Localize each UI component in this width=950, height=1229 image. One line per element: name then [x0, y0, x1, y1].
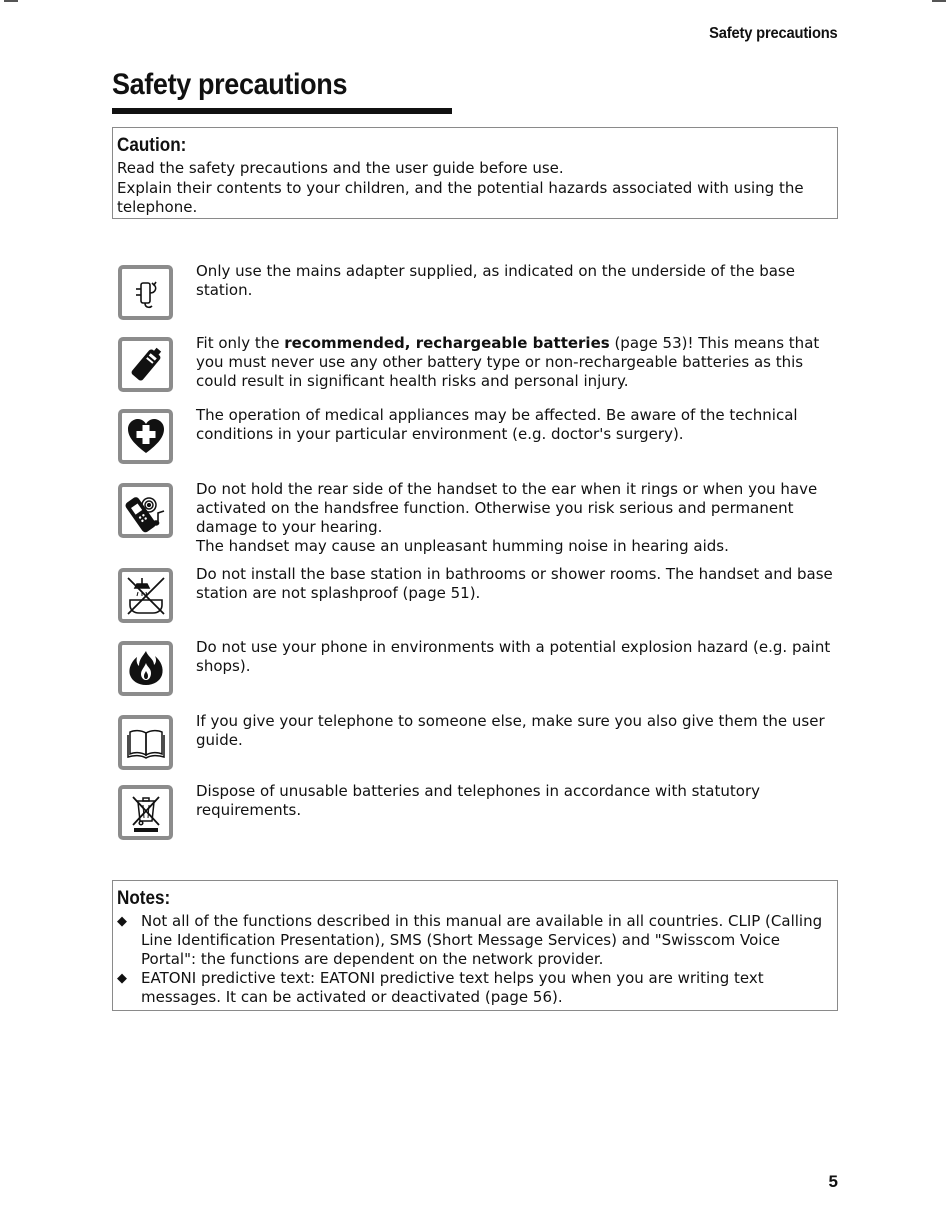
notes-heading: Notes:	[117, 888, 171, 909]
text-part: (page 53)! This means that you must never use any other battery type or non-rechargeable batteries as this could result in significant health risks and personal injury.	[196, 334, 820, 390]
crop-mark-left	[4, 0, 18, 2]
safety-item-text: Only use the mains adapter supplied, as indicated on the underside of the base station.	[196, 262, 795, 299]
batteries-emphasis: recommended, rechargeable batteries	[284, 334, 610, 352]
title-underline	[112, 108, 452, 114]
safety-item-text	[196, 480, 838, 556]
safety-item-text	[196, 334, 838, 391]
text-part: The handset may cause an unpleasant humming noise in hearing aids.	[196, 537, 729, 555]
safety-item-text: Dispose of unusable batteries and telephones in accordance with statutory requirements.	[196, 782, 760, 819]
caution-line: Read the safety precautions and the user guide before use.	[117, 159, 564, 177]
caution-heading: Caution:	[117, 135, 187, 156]
safety-item-text: If you give your telephone to someone else, make sure you also give them the user guide.	[196, 712, 825, 749]
mains-adapter-icon	[118, 265, 173, 320]
note-text: Not all of the functions described in this manual are available in all countries. CLIP (Calling Line Identification Presentation), SMS (Short Message Services) and "Swisscom Voice Portal": the functions are dependent on the network provider.	[141, 912, 823, 968]
note-item	[117, 912, 833, 969]
crossed-bin-icon	[118, 785, 173, 840]
diamond-bullet-icon: ◆	[117, 914, 127, 929]
caution-line: Explain their contents to your children, and the potential hazards associated with using the telephone.	[117, 178, 804, 216]
safety-item-text: Do not install the base station in bathrooms or shower rooms. The handset and base station are not splashproof (page 51).	[196, 565, 833, 602]
explosion-hazard-icon	[118, 641, 173, 696]
notes-box	[112, 880, 838, 1011]
note-text: EATONI predictive text: EATONI predictive text helps you when you are writing text messages. It can be activated or deactivated (page 56).	[141, 969, 764, 1006]
safety-item-text: Do not use your phone in environments with a potential explosion hazard (e.g. paint shops).	[196, 638, 831, 675]
user-guide-book-icon	[118, 715, 173, 770]
caution-box	[112, 127, 838, 219]
page-title: Safety precautions	[112, 68, 348, 101]
safety-item-text: The operation of medical appliances may be affected. Be aware of the technical conditions in your particular environment (e.g. doctor's surgery).	[196, 406, 798, 443]
crop-mark-right	[932, 0, 946, 2]
medical-heart-icon	[118, 409, 173, 464]
no-shower-icon	[118, 568, 173, 623]
handset-ear-icon	[118, 483, 173, 538]
battery-icon	[118, 337, 173, 392]
page-number: 5	[828, 1172, 838, 1191]
running-header: Safety precautions	[709, 25, 838, 42]
text-part: Fit only the	[196, 334, 285, 352]
diamond-bullet-icon: ◆	[117, 971, 127, 986]
note-item	[117, 969, 833, 1007]
text-part: Do not hold the rear side of the handset to the ear when it rings or when you have activated on the handsfree function. Otherwise you risk serious and permanent damage to your hearing.	[196, 480, 818, 536]
